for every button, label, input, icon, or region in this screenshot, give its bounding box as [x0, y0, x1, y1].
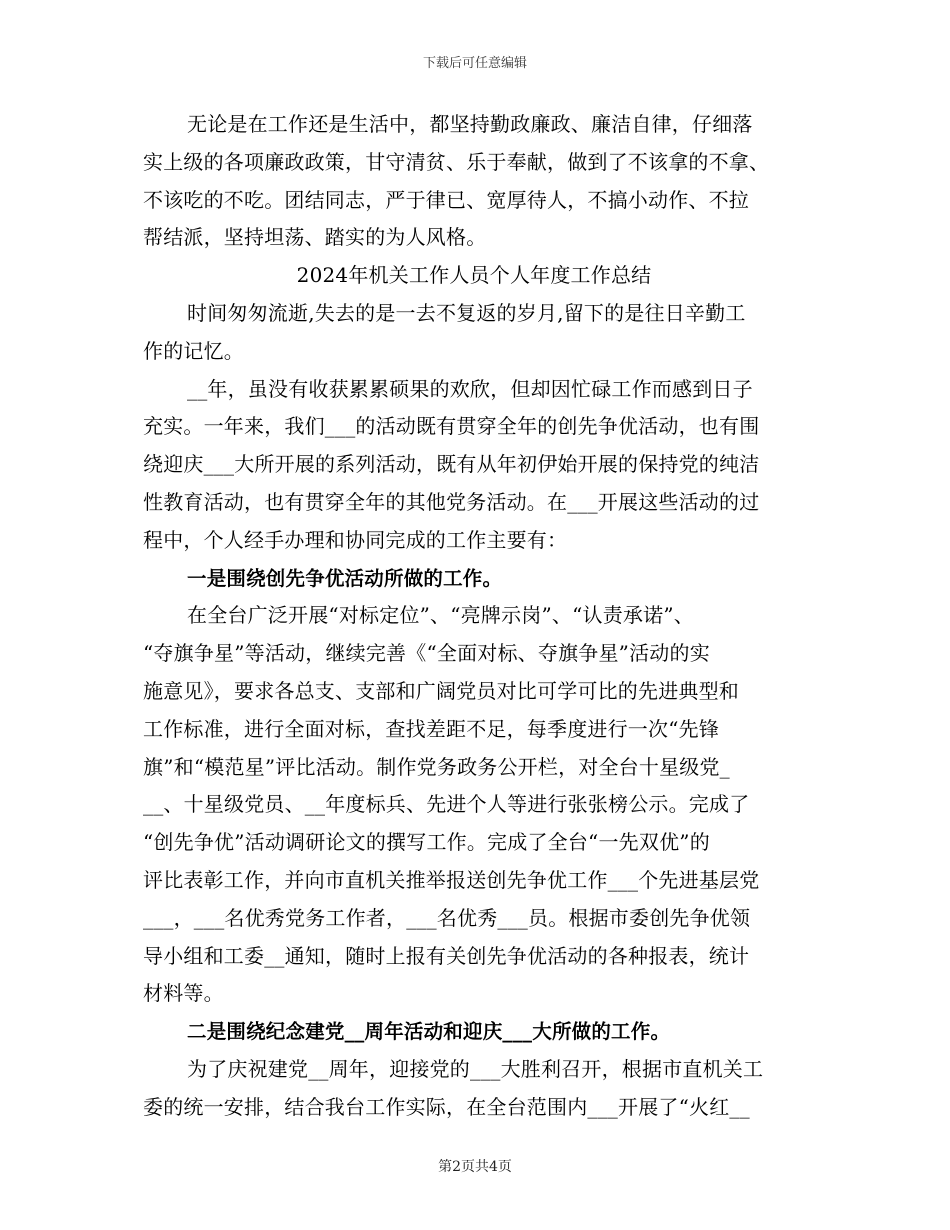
paragraph-line: “夺旗争星”等活动，继续完善《“全面对标、夺旗争星”活动的实	[143, 641, 710, 666]
paragraph-line: 绕迎庆___大所开展的系列活动，既有从年初伊始开展的保持党的纯洁	[143, 452, 760, 477]
paragraph-line: ___，___名优秀党务工作者，___名优秀___员。根据市委创先争优领	[143, 905, 751, 930]
paragraph-line: 施意见》，要求各总支、支部和广阔党员对比可学可比的先进典型和	[143, 678, 739, 703]
section-heading-2: 二是围绕纪念建党__周年活动和迎庆___大所做的工作。	[187, 1020, 671, 1044]
paragraph-line: 在全台广泛开展“对标定位”、“亮牌示岗”、“认责承诺”、	[187, 603, 694, 628]
paragraph-line: 实上级的各项廉政政策，甘守清贫、乐于奉献，做到了不该拿的不拿、	[143, 149, 770, 174]
paragraph-line: 为了庆祝建党__周年，迎接党的___大胜利召开，根据市直机关工	[187, 1056, 764, 1081]
paragraph-line: 无论是在工作还是生活中，都坚持勤政廉政、廉洁自律，仔细落	[187, 112, 753, 136]
document-body	[143, 106, 805, 1127]
section-heading-1: 一是围绕创先争优活动所做的工作。	[187, 566, 503, 590]
paragraph-line: 委的统一安排，结合我台工作实际，在全台范围内___开展了“火红__	[143, 1094, 750, 1119]
paragraph-line: 时间匆匆流逝,失去的是一去不复返的岁月,留下的是往日辛勤工	[187, 300, 746, 325]
paragraph-line: 材料等。	[143, 981, 224, 1006]
paragraph-line: __、十星级党员、__年度标兵、先进个人等进行张张榜公示。完成了	[143, 792, 750, 817]
paragraph-line: 帮结派，坚持坦荡、踏实的为人风格。	[143, 225, 487, 250]
paragraph-line: 导小组和工委__通知，随时上报有关创先争优活动的各种报表，统计	[143, 943, 750, 968]
paragraph-line: 作的记忆。	[143, 338, 244, 363]
paragraph-line: 充实。一年来，我们___的活动既有贯穿全年的创先争优活动，也有围	[143, 414, 760, 439]
paragraph-line: 评比表彰工作，并向市直机关推举报送创先争优工作___个先进基层党	[143, 867, 760, 892]
page-header-note: 下载后可任意编辑	[422, 56, 527, 71]
document-title: 2024年机关工作人员个人年度工作总结	[296, 263, 652, 288]
paragraph-line: 性教育活动，也有贯穿全年的其他党务活动。在___开展这些活动的过	[143, 489, 760, 514]
paragraph-line: “创先争优”活动调研论文的撰写工作。完成了全台“一先双优”的	[143, 830, 710, 855]
paragraph-line: 旗”和“模范星”评比活动。制作党务政务公开栏，对全台十星级党_	[143, 754, 730, 779]
paragraph-line: 不该吃的不吃。团结同志，严于律已、宽厚待人，不搞小动作、不拉	[143, 187, 749, 212]
paragraph-line: 程中，个人经手办理和协同完成的工作主要有：	[143, 527, 568, 552]
paragraph-line: 工作标准，进行全面对标，查找差距不足，每季度进行一次“先锋	[143, 716, 720, 741]
paragraph-line: __年，虽没有收获累累硕果的欢欣，但却因忙碌工作而感到日子	[187, 376, 753, 401]
page-number-footer: 第2页共4页	[438, 1159, 512, 1175]
